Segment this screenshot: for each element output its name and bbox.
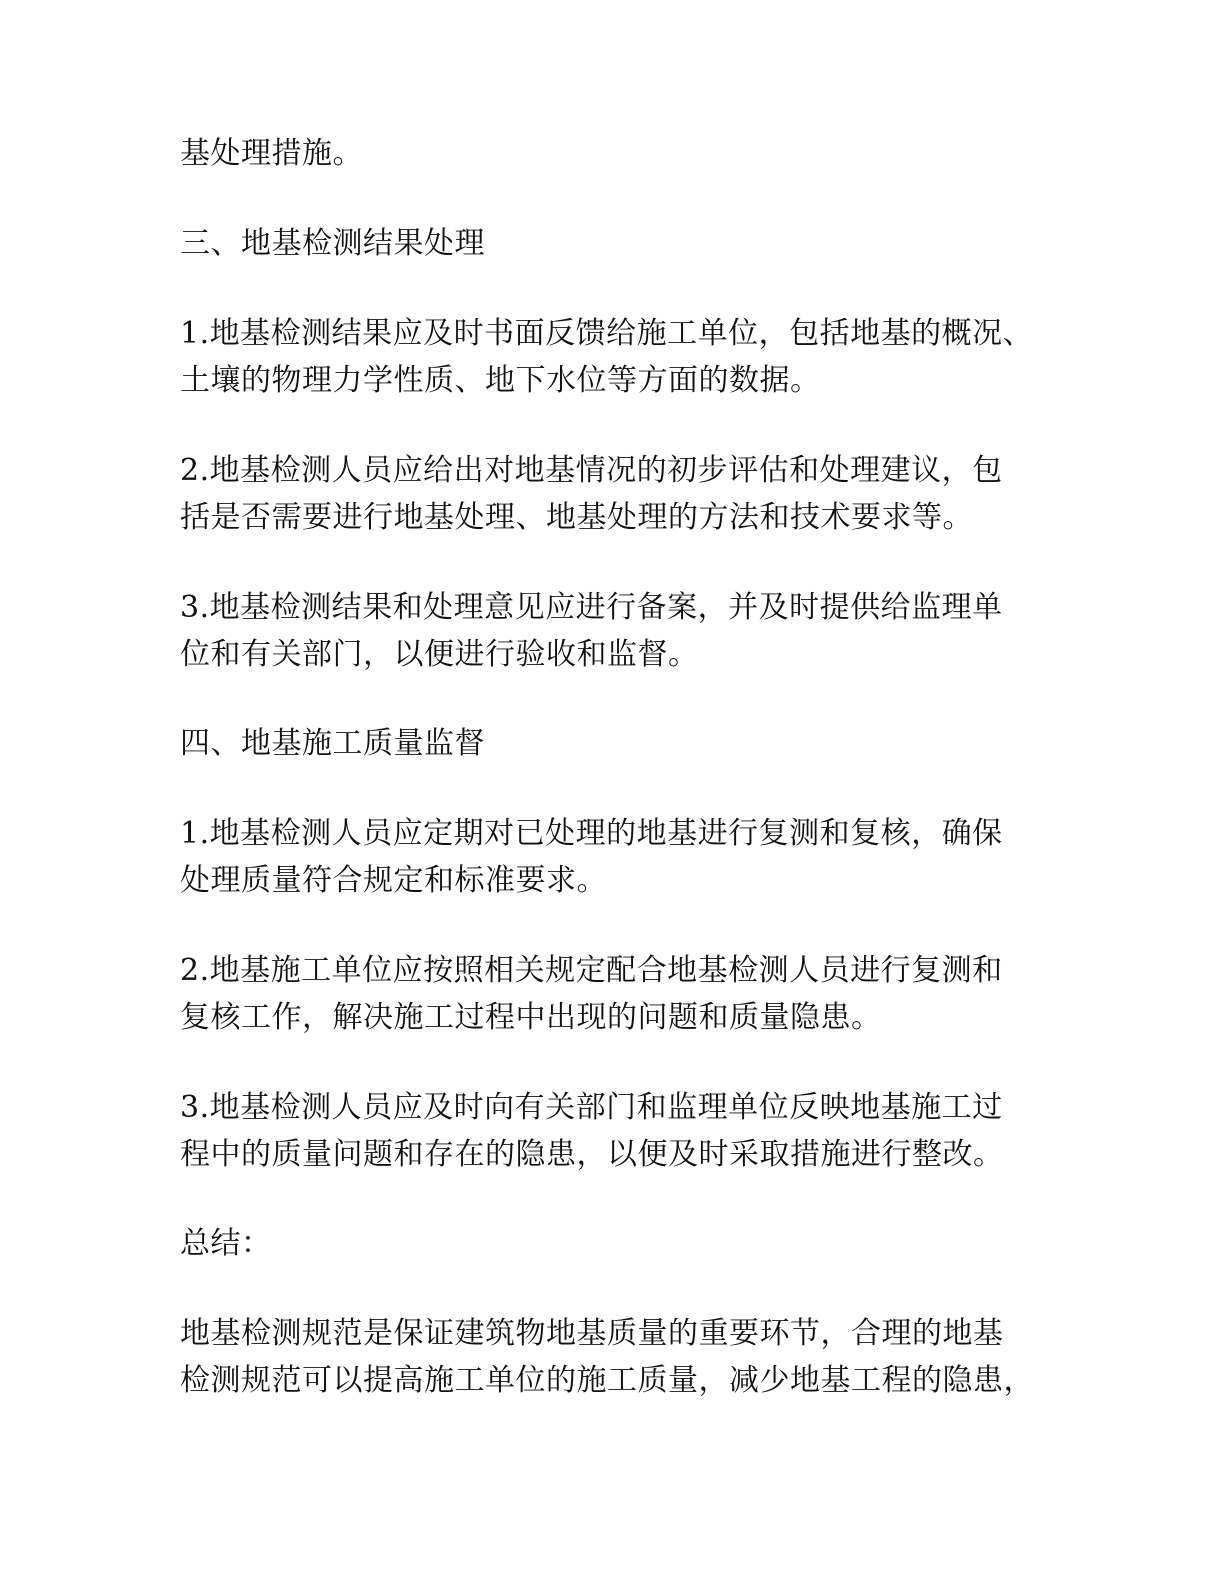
paragraph-line: 检测规范可以提高施工单位的施工质量，减少地基工程的隐患， bbox=[180, 1363, 1034, 1398]
paragraph-line: 处理质量符合规定和标准要求。 bbox=[180, 863, 607, 898]
paragraph-line: 基处理措施。 bbox=[180, 136, 363, 171]
paragraph-line: 地基检测规范是保证建筑物地基质量的重要环节，合理的地基 bbox=[180, 1316, 1004, 1351]
summary-heading: 总结： bbox=[180, 1226, 272, 1261]
paragraph-line: 3.地基检测人员应及时向有关部门和监理单位反映地基施工过 bbox=[180, 1090, 1003, 1125]
paragraph-line: 3.地基检测结果和处理意见应进行备案，并及时提供给监理单 bbox=[180, 590, 1003, 625]
paragraph-line: 2.地基检测人员应给出对地基情况的初步评估和处理建议，包 bbox=[180, 453, 1003, 488]
paragraph-line: 复核工作，解决施工过程中出现的问题和质量隐患。 bbox=[180, 1000, 882, 1035]
section-heading: 四、地基施工质量监督 bbox=[180, 726, 485, 761]
paragraph-line: 土壤的物理力学性质、地下水位等方面的数据。 bbox=[180, 363, 821, 398]
paragraph-line: 2.地基施工单位应按照相关规定配合地基检测人员进行复测和 bbox=[180, 953, 1003, 988]
section-heading: 三、地基检测结果处理 bbox=[180, 226, 485, 261]
paragraph-line: 1.地基检测结果应及时书面反馈给施工单位，包括地基的概况、 bbox=[180, 316, 1034, 351]
paragraph-line: 1.地基检测人员应定期对已处理的地基进行复测和复核，确保 bbox=[180, 816, 1003, 851]
paragraph-line: 程中的质量问题和存在的隐患，以便及时采取措施进行整改。 bbox=[180, 1137, 1004, 1172]
paragraph-line: 位和有关部门，以便进行验收和监督。 bbox=[180, 637, 699, 672]
paragraph-line: 括是否需要进行地基处理、地基处理的方法和技术要求等。 bbox=[180, 500, 973, 535]
